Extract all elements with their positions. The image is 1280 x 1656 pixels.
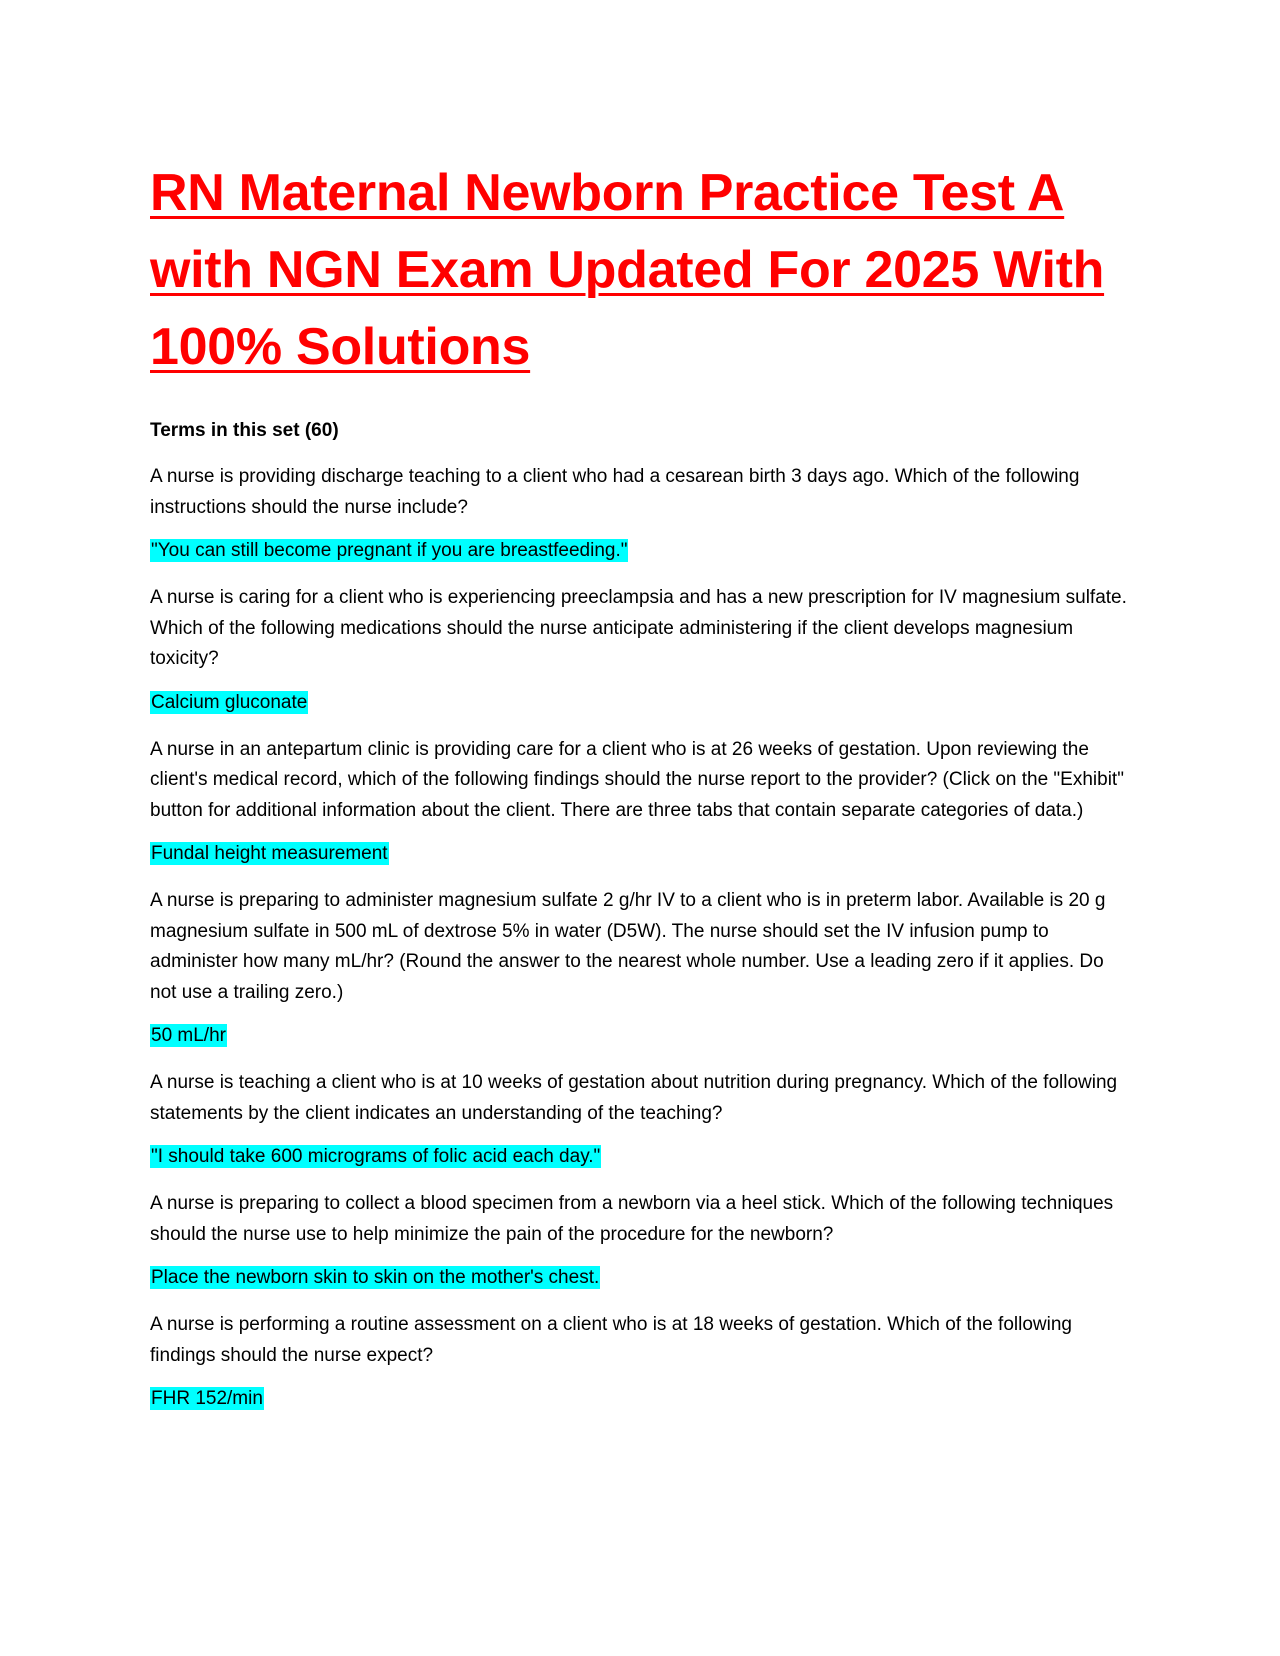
answer-highlight: 50 mL/hr xyxy=(151,1025,226,1046)
question-text: A nurse in an antepartum clinic is providing care for a client who is at 26 weeks of gestation. Upon reviewing the client's medical record, which of the following findings should the nurse report to the provider? (Click on the "Exhibit" button for additional information about the client. There are three tabs that contain separate categories of data.) xyxy=(150,738,1124,821)
qa-list xyxy=(150,462,1130,1414)
qa-item xyxy=(150,1310,1130,1414)
answer-highlight: Place the newborn skin to skin on the mother's chest. xyxy=(151,1267,600,1288)
document-title: RN Maternal Newborn Practice Test A with NGN Exam Updated For 2025 With 100% Solutions xyxy=(150,164,1105,376)
answer-highlight: "I should take 600 micrograms of folic acid each day." xyxy=(151,1146,601,1167)
qa-item xyxy=(150,886,1130,1051)
qa-item xyxy=(150,1068,1130,1172)
question-text: A nurse is providing discharge teaching to a client who had a cesarean birth 3 days ago. Which of the following instructions should the nurse include? xyxy=(150,466,1080,518)
terms-count-label: Terms in this set (60) xyxy=(150,420,339,441)
question-text: A nurse is preparing to collect a blood specimen from a newborn via a heel stick. Which of the following techniques should the nurse use to help minimize the pain of the procedure for the newborn? xyxy=(150,1193,1114,1245)
document-page xyxy=(150,155,1130,1414)
answer-highlight: FHR 152/min xyxy=(151,1388,263,1409)
question-text: A nurse is performing a routine assessment on a client who is at 18 weeks of gestation. Which of the following findings should the nurse expect? xyxy=(150,1314,1072,1366)
answer-highlight: Fundal height measurement xyxy=(151,843,388,864)
qa-item xyxy=(150,583,1130,718)
answer-highlight: Calcium gluconate xyxy=(151,691,308,713)
qa-item xyxy=(150,462,1130,566)
qa-item xyxy=(150,735,1130,870)
question-text: A nurse is caring for a client who is experiencing preeclampsia and has a new prescription for IV magnesium sulfate. Which of the following medications should the nurse anticipate administering if the client develops magnesium toxicity? xyxy=(150,587,1127,669)
question-text: A nurse is preparing to administer magnesium sulfate 2 g/hr IV to a client who is in preterm labor. Available is 20 g magnesium sulfate in 500 mL of dextrose 5% in water (D5W). The nurse should set the IV infusion pump to administer how many mL/hr? (Round the answer to the nearest whole number. Use a leading zero if it applies. Do not use a trailing zero.) xyxy=(150,890,1106,1003)
question-text: A nurse is teaching a client who is at 10 weeks of gestation about nutrition during pregnancy. Which of the following statements by the client indicates an understanding of the teaching? xyxy=(150,1072,1118,1124)
qa-item xyxy=(150,1189,1130,1293)
answer-highlight: "You can still become pregnant if you are breastfeeding." xyxy=(151,540,628,561)
